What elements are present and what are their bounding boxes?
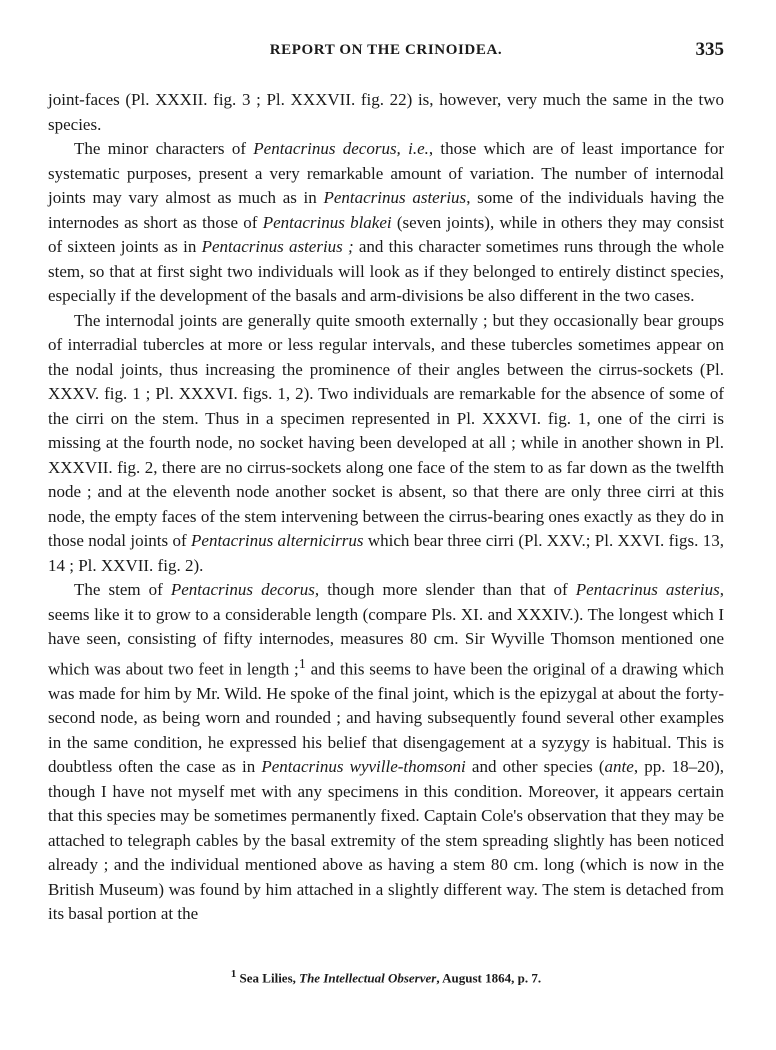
italic-text-run: Pentacrinus wyville-thomsoni — [261, 757, 466, 777]
text-run: and this character sometimes runs through the whole stem, so that at first sight two individuals will look as if they belonged to entirely distinct species, especially if the development of the basals and arm-divisions be also different in the two cases. — [48, 237, 724, 305]
text-run: The minor characters of — [74, 139, 254, 158]
paragraph — [48, 88, 724, 137]
text-run: The internodal joints are generally quite smooth externally ; but they occasionally bear groups of interradial tubercles at more or less regular intervals, and these tubercles sometimes appear on the nodal joints, thus increasing the prominence of their angles between the cirrus-sockets (Pl. XXXV. fig. 1 ; Pl. XXXVI. figs. 1, 2). Two individuals are remarkable for the absence of some of the cirri on the stem. Thus in a specimen represented in Pl. XXXVI. fig. 1, one of the cirri is missing at the fourth node, no socket having been developed at all ; while in another shown in Pl. XXXVII. fig. 2, there are no cirrus-sockets along one face of the stem to as far down as the twelfth node ; and at the eleventh node another socket is absent, so that there are only three cirri at this node, the empty faces of the stem intervening between the cirrus-bearing ones exactly as they do in those nodal joints of — [48, 310, 724, 550]
text-run: and this seems to have been the original of a drawing which was made for him by Mr. Wild. He spoke of the final joint, which is the epizygal at about the forty-second node, as being worn and rounded ; and having subsequently found several other examples in the same condition, he expressed his belief that disengagement at a syzygy is habitual. This is doubtless often the case as in — [48, 659, 724, 777]
italic-text-run: Pentacrinus asterius ; — [201, 237, 354, 256]
footnote-text-before: Sea Lilies, — [236, 970, 300, 986]
footnote-reference: 1 — [298, 655, 306, 672]
text-run: , seems like it to grow to a considerable length (compare Pls. XI. and XXXIV.). The longest which I have seen, consisting of fifty internodes, measures 80 cm. Sir Wyville Thomson mentioned one which was about two feet in length ; — [48, 580, 724, 679]
italic-text-run: Pentacrinus blakei — [262, 212, 392, 232]
footnote-rule — [180, 963, 596, 964]
italic-text-run: Pentacrinus asterius — [575, 580, 720, 599]
italic-text-run: ante — [604, 757, 634, 777]
paragraph — [48, 137, 724, 309]
italic-text-run: Pentacrinus alternicirrus — [191, 531, 364, 550]
text-run: joint-faces (Pl. XXXII. fig. 3 ; Pl. XXXVII. fig. 22) is, however, very much the same in the two species. — [48, 90, 724, 134]
footnote-marker: 1 — [230, 968, 237, 980]
paragraph — [48, 578, 724, 927]
text-run: and other species ( — [465, 757, 605, 777]
text-run: , pp. 18–20), though I have not myself met with any specimens in this condition. Moreover, it appears certain that this species may be sometimes permanently fixed. Captain Cole's observation that they may be attached to telegraph cables by the basal extremity of the stem spreading slightly has been noticed already ; and the individual mentioned above as having a stem 80 cm. long (which is now in the British Museum) was found by him attached in a slightly different way. The stem is detached from its basal portion at the — [48, 757, 724, 924]
footnote — [48, 968, 724, 986]
footnote-text-after: , August 1864, p. 7. — [436, 970, 542, 986]
running-title: REPORT ON THE CRINOIDEA. — [269, 42, 503, 58]
italic-text-run: Pentacrinus decorus, i.e. — [253, 139, 429, 158]
footnote-journal-title: The Intellectual Observer — [299, 970, 437, 986]
text-run: , though more slender than that of — [314, 580, 576, 599]
italic-text-run: Pentacrinus decorus — [170, 580, 315, 599]
paragraph — [48, 309, 724, 579]
running-head — [48, 39, 724, 66]
text-run: which bear three cirri (Pl. XXV.; Pl. XXVI. figs. 13, 14 ; Pl. XXVII. fig. 2). — [48, 531, 724, 575]
text-run: , some of the individuals having the internodes as short as those of — [48, 188, 725, 232]
text-run: (seven joints), while in others they may consist of sixteen joints as in — [48, 212, 724, 256]
body-text — [48, 88, 724, 927]
text-run: , those which are of least importance for systematic purposes, present a very remarkable amount of variation. The number of internodal joints may vary almost as much as in — [48, 139, 724, 207]
text-run: The stem of — [74, 580, 171, 599]
italic-text-run: Pentacrinus asterius — [323, 188, 467, 207]
page-number: 335 — [695, 39, 724, 60]
